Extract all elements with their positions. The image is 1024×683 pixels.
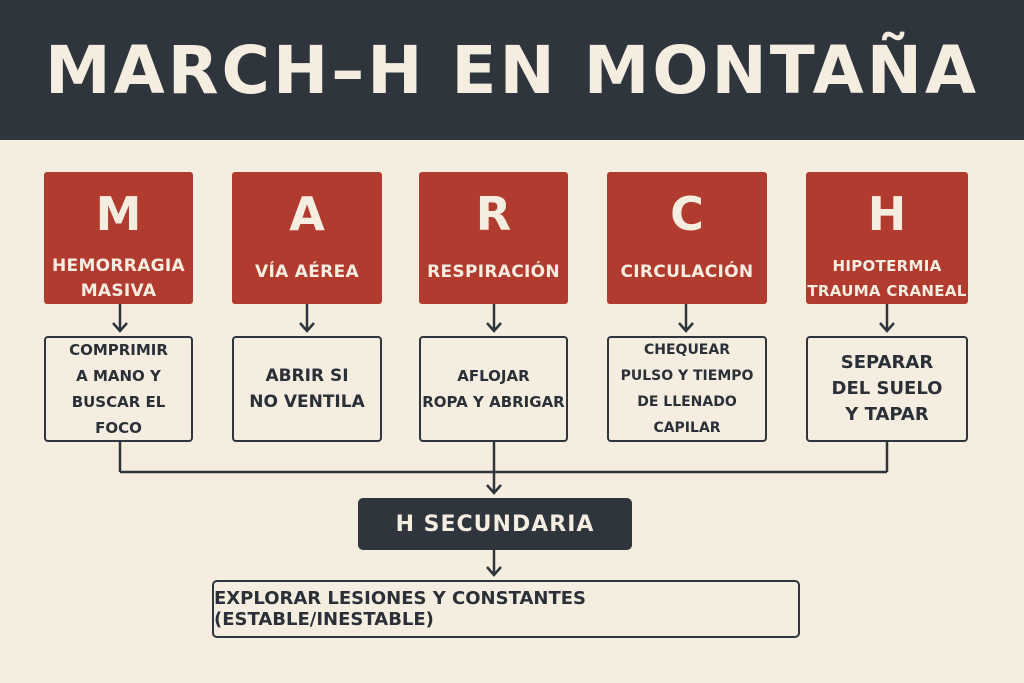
step-box-h xyxy=(806,172,968,304)
step-letter: A xyxy=(289,187,325,241)
action-text: ABRIR SI NO VENTILA xyxy=(249,366,365,412)
action-box-a xyxy=(232,336,382,442)
step-box-r xyxy=(419,172,568,304)
step-box-a xyxy=(232,172,382,304)
step-label: CIRCULACIÓN xyxy=(620,262,754,282)
page-title: MARCH–H EN MONTAÑA xyxy=(44,31,980,109)
action-box-c xyxy=(607,336,767,442)
final-box: EXPLORAR LESIONES Y CONSTANTES (ESTABLE/INESTABLE) xyxy=(212,580,800,638)
step-label: HIPOTERMIA TRAUMA CRANEAL xyxy=(807,257,967,300)
step-letter: C xyxy=(670,187,704,241)
step-letter: M xyxy=(95,187,142,241)
secondary-box: H SECUNDARIA xyxy=(358,498,632,550)
action-box-m xyxy=(44,336,193,442)
step-box-m xyxy=(44,172,193,304)
action-text: CHEQUEAR PULSO Y TIEMPO DE LLENADO CAPILAR xyxy=(620,342,754,436)
step-letter: R xyxy=(475,187,512,241)
step-label: HEMORRAGIA MASIVA xyxy=(52,256,185,301)
action-text: COMPRIMIR A MANO Y BUSCAR EL FOCO xyxy=(69,341,168,437)
action-text: SEPARAR DEL SUELO Y TAPAR xyxy=(831,352,943,425)
step-letter: H xyxy=(867,187,907,241)
action-box-h xyxy=(806,336,968,442)
step-label: VÍA AÉREA xyxy=(255,262,359,282)
action-box-r xyxy=(419,336,568,442)
action-text: AFLOJAR ROPA Y ABRIGAR xyxy=(422,367,565,411)
step-box-c xyxy=(607,172,767,304)
step-label: RESPIRACIÓN xyxy=(427,262,560,282)
